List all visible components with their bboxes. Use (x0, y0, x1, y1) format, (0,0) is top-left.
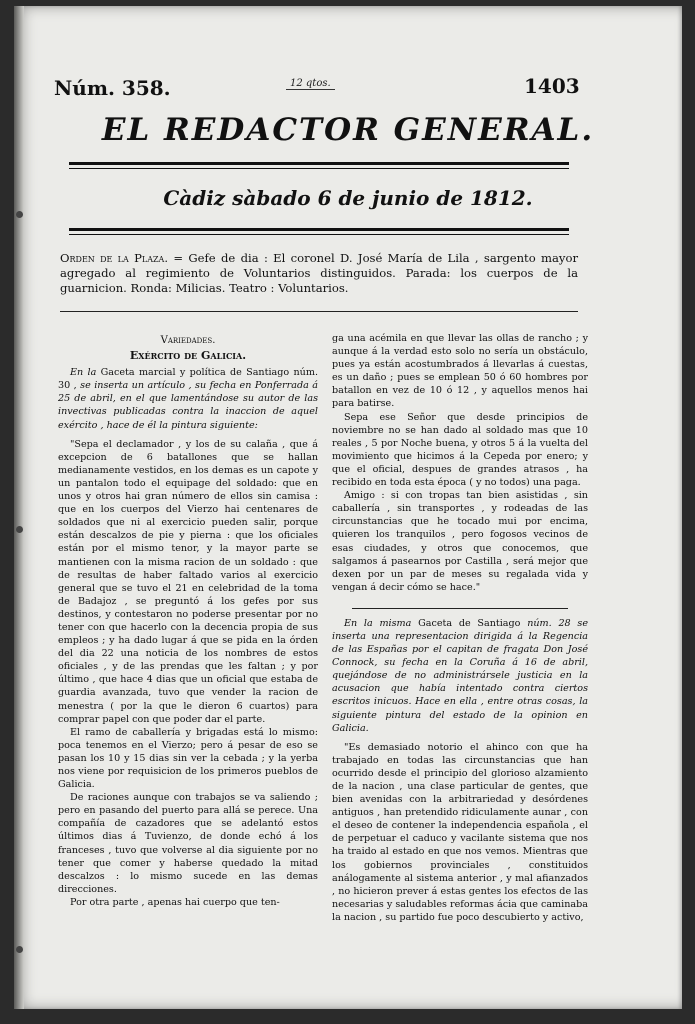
orden-lead: Orden de la Plaza. (60, 251, 169, 265)
article-paragraph: "Sepa el declamador , y los de su calaña , que á excepcion de 6 batallones que se hallan medianamente vestidos, en los demas es un capote y un pantalon todo el equipage del soldado: que en unos y otros hai gran número de ellos sin camisa : que en los cuerpos del Vierzo hai centenares de soldados que ni al exercicio pueden salir, porque están descalzos de pie y pierna : que los oficiales están por el mismo tenor, y la mayor parte se mantienen con la misma racion de un soldado : que de resultas de haber faltado varios al exercicio general que se tuvo el 21 en celebridad de la toma de Badajoz , se preguntó á los gefes por sus destinos, y contestaron no poderse presentar por no tener con que hacerlo con la decencia propia de sus empleos ; y ha dado lugar á que se pida en la órden del dia 22 una noticia de los nombres de estos oficiales , y de las prendas que les faltan ; y por último , que hace 4 dias que un oficial que estaba de guardia avanzada, tuvo que vender la racion de menestra ( por la que le dieron 6 cuartos) para comprar papel con que poder dar el parte. (58, 438, 318, 725)
sheet-mark: 12 qtos. (286, 78, 335, 90)
article-divider (352, 608, 568, 609)
page-binding (14, 6, 24, 1009)
binding-hole (16, 526, 23, 533)
orden-dash: = (173, 251, 184, 265)
newspaper-page (14, 6, 682, 1009)
left-column (58, 334, 318, 909)
binding-hole (16, 946, 23, 953)
article-paragraph: De raciones aunque con trabajos se va saliendo ; pero en pasando del puerto para allá se perece. Una compañía de cazadores que se adelantó estos últimos dias á Tuvienzo, de donde echó á los franceses , tuvo que volverse al dia siguiente por no tener que comer y haberse quedado la mitad descalzos : lo mismo sucede en las demas direcciones. (58, 792, 318, 895)
intro-paragraph: En la Gaceta marcial y política de Santiago núm. 30 , se inserta un artículo , su fecha en Ponferrada á 25 de abril, en el que lamentándose su autor de las invectivas publicadas contra la inaccion de aquel exército , hace de él la pintura siguiente: (58, 367, 318, 431)
issue-number: Núm. 358. (54, 76, 171, 100)
subsection-heading: Exército de Galicia. (129, 349, 247, 363)
article-paragraph: Sepa ese Señor que desde principios de noviembre no se han dado al soldado mas que 10 reales , 5 por Noche buena, y otros 5 á la vuelta del movimiento que hicimos á la Cepeda por enero; y que el oficial, despues de grandes atrasos , ha recibido en toda esta época ( y no todos) una paga. (332, 411, 588, 489)
dateline: Càdiz sàbado 6 de junio de 1812. (163, 186, 533, 210)
masthead-rule-thin (69, 168, 569, 169)
second-intro-paragraph: En la misma Gaceta de Santiago núm. 28 se inserta una representacion dirigida á la Regencia de las Españas por el capitan de fragata Don José Connock, su fecha en la Coruña á 16 de abril, quejándose de no administrársele justicia en la acusacion que había intentado contra ciertos escritos inicuos. Hace en ella , entre otras cosas, la siguiente pintura del estado de la opinion en Galicia. (332, 617, 588, 734)
section-divider (60, 311, 578, 312)
orden-text: Gefe de dia : El coronel D. José María de Lila , sargento mayor agregado al regimiento de Voluntarios distinguidos. Parada: los cuerpos de la guarnicion. Ronda: Milicias. Teatro : Voluntarios. (60, 251, 578, 295)
orden-de-la-plaza (60, 251, 578, 296)
masthead-title: EL REDACTOR GENERAL. (101, 112, 595, 148)
article-paragraph: ga una acémila en que llevar las ollas de rancho ; y aunque á la verdad esto solo no sería un obstáculo, pues ya están acostumbrados á llevarlas á cuestas, es un daño ; pues se emplean 50 ó 60 hombres por batallon en vez de 10 ó 12 , y aquellos menos hai para batirse. (332, 333, 588, 410)
dateline-rule-thin (69, 234, 569, 235)
article-paragraph: El ramo de caballería y brigadas está lo mismo: poca tenemos en el Vierzo; pero á pesar de eso se pasan los 10 y 15 dias sin ver la cebada ; y la yerba nos viene por requisicion de los primeros pueblos de Galicia. (58, 726, 318, 791)
article-paragraph: "Es demasiado notorio el ahinco con que ha trabajado en todas las circunstancias que han ocurrido desde el principio del glorioso alzamiento de la nacion , una clase particular de gentes, que bien avenidas con la arbitrariedad y desórdenes antiguos , han pretendido ridiculamente aunar , con el deseo de contener la independencia española , el de perpetuar el caduco y vacilante sistema que nos ha traido al estado en que nos vemos. Mientras que los gobiernos provinciales , constituidos análogamente al sistema anterior , y mal afianzados , no hicieron prever á estas gentes los efectos de las necesarias y saludables reformas ácia que caminaba la nacion , su partido fue poco descubierto y activo, (332, 741, 588, 923)
dateline-rule (69, 228, 569, 231)
binding-hole (16, 211, 23, 218)
article-paragraph: Amigo : si con tropas tan bien asistidas , sin caballería , sin transportes , y rodeadas de las circunstancias que he tocado mui por encima, quieren los tranquilos , pero fogosos vecinos de esas ciudades, y otros que conocemos, que salgamos á pasearnos por Castilla , será mejor que dexen por un par de meses su regalada vida y vengan á decir cómo se hace." (332, 490, 588, 593)
masthead-rule (69, 162, 569, 165)
right-column (332, 332, 588, 924)
section-heading: Variedades. (160, 335, 216, 346)
article-paragraph: Por otra parte , apenas hai cuerpo que ten- (70, 896, 280, 908)
page-number: 1403 (524, 74, 580, 98)
